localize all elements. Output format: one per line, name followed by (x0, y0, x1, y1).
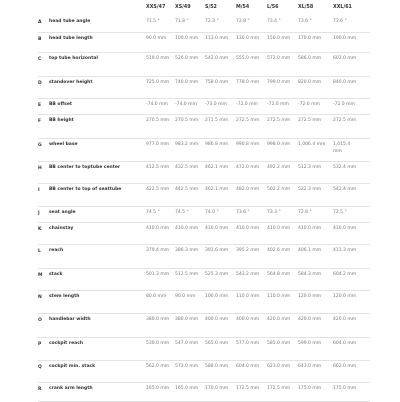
table-cell: 599.0 mm (298, 341, 322, 346)
row-letter: J (38, 211, 40, 216)
row-label: top tube horizontal (49, 56, 98, 61)
table-cell: 272.5 mm (236, 118, 260, 123)
table-cell: 588.0 mm (205, 364, 229, 369)
table-cell: 604.0 mm (333, 341, 357, 346)
table-cell: 400.0 mm (236, 317, 260, 322)
table-cell: 271.5 mm (205, 118, 229, 123)
size-header-xl-58: XL/58 (298, 5, 314, 10)
table-cell: 990.8 mm (236, 142, 260, 147)
table-cell: 604.0 mm (236, 364, 260, 369)
row-letter: F (38, 119, 42, 124)
row-divider (38, 313, 370, 314)
table-cell: 272.5 mm (267, 118, 291, 123)
row-label: stem length (49, 294, 80, 299)
table-cell: -74.0 mm (175, 102, 197, 107)
table-cell: 73.6 ° (333, 19, 347, 24)
row-divider (38, 114, 370, 115)
row-label: handlebar width (49, 317, 91, 322)
table-cell: 501.3 mm (146, 272, 170, 277)
row-divider (38, 76, 370, 77)
table-cell: 420.0 mm (267, 317, 291, 322)
table-cell: 172.5 mm (236, 386, 260, 391)
row-label: BB center to top of seattube (49, 187, 122, 192)
row-letter: A (38, 20, 42, 25)
table-cell: -73.0 mm (205, 102, 227, 107)
table-row (0, 362, 400, 383)
table-cell: 90.0 mm (146, 36, 167, 41)
table-row (0, 224, 400, 245)
table-cell: 395.2 mm (236, 248, 260, 253)
table-cell: 432.5 mm (175, 165, 199, 170)
row-letter: I (38, 188, 40, 193)
table-cell: 492.2 mm (267, 165, 291, 170)
table-cell: 270.5 mm (175, 118, 199, 123)
table-cell: 502.2 mm (267, 187, 291, 192)
table-cell: 542.0 mm (205, 56, 229, 61)
table-cell: 90.0 mm (175, 294, 196, 299)
table-cell: 420.0 mm (333, 317, 357, 322)
table-row (0, 246, 400, 269)
table-row (0, 208, 400, 223)
table-row (0, 270, 400, 291)
table-cell: 380.0 mm (146, 317, 170, 322)
table-cell: 80.0 mm (146, 294, 167, 299)
table-cell: 442.5 mm (175, 187, 199, 192)
row-divider (38, 206, 370, 207)
table-cell: 391.6 mm (205, 248, 229, 253)
table-cell: 410.0 mm (333, 226, 357, 231)
table-cell: -72.0 mm (267, 102, 289, 107)
table-row (0, 100, 400, 115)
table-cell: 73.6 ° (298, 19, 312, 24)
table-cell: 525.3 mm (205, 272, 229, 277)
table-cell: 74.5 ° (146, 210, 160, 215)
table-cell: 72.8 ° (236, 19, 250, 24)
row-letter: E (38, 103, 42, 108)
table-row (0, 292, 400, 314)
table-cell: 584.3 mm (298, 272, 322, 277)
table-cell: -72.0 mm (236, 102, 258, 107)
table-cell: 74.5 ° (175, 210, 189, 215)
table-cell: 72.8 ° (298, 210, 312, 215)
table-cell: 543.2 mm (236, 272, 260, 277)
table-cell: 526.0 mm (175, 56, 199, 61)
table-row (0, 384, 400, 402)
table-cell: 410.0 mm (175, 226, 199, 231)
table-cell: 532.4 mm (333, 165, 357, 170)
row-label: BB offset (49, 102, 73, 107)
table-cell: 272.5 mm (298, 118, 322, 123)
table-cell: 1,006.4 mm (298, 142, 326, 147)
table-cell: 572.0 mm (267, 56, 291, 61)
row-label: head tube angle (49, 19, 91, 24)
table-cell: 410.0 mm (236, 226, 260, 231)
table-cell: 519.0 mm (146, 56, 170, 61)
row-letter: B (38, 37, 42, 42)
table-row (0, 140, 400, 162)
table-cell: 411.3 mm (333, 248, 357, 253)
row-divider (38, 52, 370, 53)
table-cell: 577.0 mm (236, 341, 260, 346)
row-label: cockpit reach (49, 341, 84, 346)
row-letter: M (38, 273, 43, 278)
table-cell: 555.0 mm (236, 56, 260, 61)
table-row (0, 185, 400, 207)
table-cell: 586.0 mm (298, 56, 322, 61)
row-letter: K (38, 227, 42, 232)
table-cell: 73.4 ° (267, 19, 281, 24)
size-header-xs-49: XS/49 (175, 5, 191, 10)
table-cell: 542.4 mm (333, 187, 357, 192)
table-cell: 400.0 mm (205, 317, 229, 322)
table-cell: 379.4 mm (146, 248, 170, 253)
row-label: BB center to toptube center (49, 165, 121, 170)
table-cell: 547.0 mm (175, 341, 199, 346)
table-cell: 840.0 mm (333, 80, 357, 85)
table-cell: 983.2 mm (175, 142, 199, 147)
row-divider (38, 290, 370, 291)
table-cell: 799.0 mm (267, 80, 291, 85)
row-label: head tube length (49, 36, 93, 41)
row-label: chainstay (49, 226, 74, 231)
table-cell: 410.0 mm (205, 226, 229, 231)
table-cell: 530.0 mm (146, 341, 170, 346)
table-cell: 573.0 mm (175, 364, 199, 369)
table-cell: 172.5 mm (267, 386, 291, 391)
table-row (0, 339, 400, 361)
row-letter: L (38, 249, 41, 254)
table-cell: 175.0 mm (298, 386, 322, 391)
table-cell: 380.0 mm (175, 317, 199, 322)
table-cell: 386.3 mm (175, 248, 199, 253)
table-cell: 100.0 mm (205, 294, 229, 299)
table-cell: 410.0 mm (298, 226, 322, 231)
table-cell: 986.8 mm (205, 142, 229, 147)
row-label: BB height (49, 118, 74, 123)
table-row (0, 17, 400, 33)
table-cell: 412.5 mm (146, 165, 170, 170)
table-cell: 406.1 mm (298, 248, 322, 253)
row-divider (38, 268, 370, 269)
table-row (0, 54, 400, 77)
table-cell: 150.0 mm (267, 36, 291, 41)
table-cell: 175.0 mm (333, 386, 357, 391)
row-letter: N (38, 295, 42, 300)
row-divider (38, 222, 370, 223)
size-header-xxl-61: XXL/61 (333, 5, 352, 10)
table-cell: 778.0 mm (236, 80, 260, 85)
table-cell: 623.0 mm (267, 364, 291, 369)
table-cell: 410.0 mm (146, 226, 170, 231)
row-divider (38, 382, 370, 383)
table-row (0, 78, 400, 99)
row-divider (38, 183, 370, 184)
size-header-l-56: L/56 (267, 5, 279, 10)
table-cell: 74.0 ° (205, 210, 219, 215)
table-cell: 602.0 mm (333, 56, 357, 61)
table-cell: 585.0 mm (267, 341, 291, 346)
row-label: seat angle (49, 210, 76, 215)
row-divider (38, 161, 370, 162)
table-cell: -72.0 mm (333, 102, 355, 107)
row-label: stack (49, 272, 63, 277)
row-divider (38, 98, 370, 99)
table-cell: 522.3 mm (298, 187, 322, 192)
table-row (0, 34, 400, 53)
table-cell: 71.5 ° (146, 19, 160, 24)
table-cell: 72.3 ° (205, 19, 219, 24)
table-cell: 270.5 mm (146, 118, 170, 123)
table-cell: 725.0 mm (146, 80, 170, 85)
table-cell: 462.1 mm (205, 165, 229, 170)
table-cell: 643.0 mm (298, 364, 322, 369)
row-divider (38, 32, 370, 33)
row-letter: R (38, 387, 42, 392)
table-cell: 410.0 mm (267, 226, 291, 231)
table-cell: 100.0 mm (175, 36, 199, 41)
table-cell: 170.0 mm (298, 36, 322, 41)
table-cell: 402.6 mm (267, 248, 291, 253)
table-row (0, 163, 400, 184)
table-cell: 998.0 mm (267, 142, 291, 147)
table-cell: 740.0 mm (175, 80, 199, 85)
table-cell: 565.0 mm (205, 341, 229, 346)
table-cell: 272.5 mm (333, 118, 357, 123)
row-letter: P (38, 342, 42, 347)
size-header-xxs-47: XXS/47 (146, 5, 166, 10)
row-label: reach (49, 248, 64, 253)
row-divider (38, 337, 370, 338)
table-cell: 130.0 mm (236, 36, 260, 41)
table-cell: 662.0 mm (333, 364, 357, 369)
table-row (0, 116, 400, 139)
row-label: standover height (49, 80, 93, 85)
table-cell: 73.3 ° (267, 210, 281, 215)
table-cell: 72.5 ° (333, 210, 347, 215)
size-header-m-54: M/54 (236, 5, 250, 10)
size-header-s-52: S/52 (205, 5, 217, 10)
table-cell: 120.0 mm (298, 294, 322, 299)
row-letter: D (38, 81, 42, 86)
table-row (0, 315, 400, 338)
table-cell: 977.0 mm (146, 142, 170, 147)
table-cell: 512.5 mm (175, 272, 199, 277)
table-cell: 512.3 mm (298, 165, 322, 170)
table-cell: 113.0 mm (205, 36, 229, 41)
row-letter: H (38, 166, 42, 171)
table-cell: 422.5 mm (146, 187, 170, 192)
table-cell: 462.1 mm (205, 187, 229, 192)
row-letter: O (38, 318, 42, 323)
table-cell: -72.0 mm (298, 102, 320, 107)
row-divider (38, 360, 370, 361)
table-cell: 170.0 mm (205, 386, 229, 391)
row-label: crank arm length (49, 386, 93, 391)
row-letter: Q (38, 365, 42, 370)
row-letter: G (38, 143, 42, 148)
table-cell: 472.0 mm (236, 165, 260, 170)
row-label: cockpit min. stack (49, 364, 96, 369)
table-cell: 758.0 mm (205, 80, 229, 85)
table-cell: 564.8 mm (267, 272, 291, 277)
table-cell: 165.0 mm (175, 386, 199, 391)
row-label: wheel base (49, 142, 78, 147)
table-cell: 110.0 mm (236, 294, 260, 299)
row-divider (38, 138, 370, 139)
table-cell: 604.2 mm (333, 272, 357, 277)
table-cell: 71.8 ° (175, 19, 189, 24)
table-cell: 110.0 mm (267, 294, 291, 299)
table-cell: 482.0 mm (236, 187, 260, 192)
table-cell: 420.0 mm (298, 317, 322, 322)
table-cell: 73.6 ° (236, 210, 250, 215)
table-cell: 120.0 mm (333, 294, 357, 299)
table-cell: 562.0 mm (146, 364, 170, 369)
table-cell: -74.0 mm (146, 102, 168, 107)
table-cell: 165.0 mm (146, 386, 170, 391)
row-letter: C (38, 57, 42, 62)
table-cell: 820.0 mm (298, 80, 322, 85)
table-cell: 190.0 mm (333, 36, 357, 41)
row-divider (38, 244, 370, 245)
table-cell: 1,015.4 mm (333, 142, 351, 154)
